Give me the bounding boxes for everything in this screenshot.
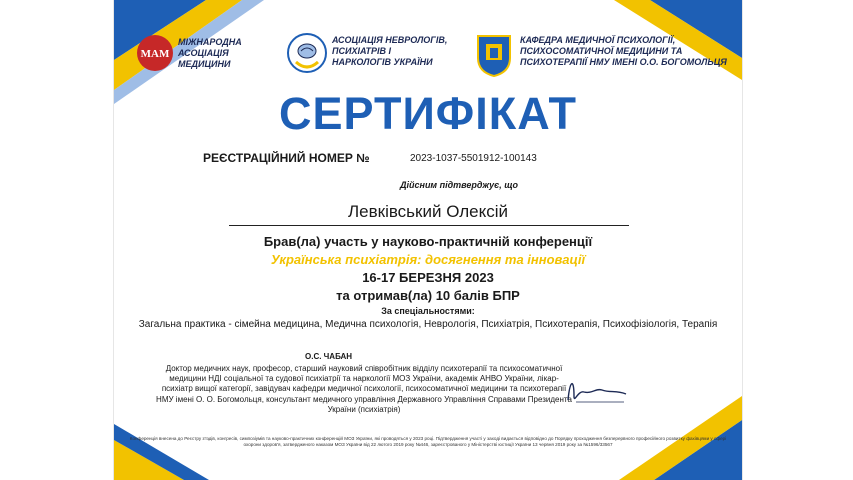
association-line: НАРКОЛОГІВ УКРАЇНИ [332, 57, 433, 67]
association-name [332, 35, 447, 68]
association-line: ПСИХІАТРІВ І [332, 46, 392, 56]
mam-line: МІЖНАРОДНА [178, 37, 242, 47]
signer-name: О.С. ЧАБАН [305, 352, 353, 361]
mam-line: АСОЦІАЦІЯ [178, 48, 229, 58]
mam-line: МЕДИЦИНИ [178, 59, 231, 69]
name-underline [229, 225, 629, 226]
conference-dates: 16-17 БЕРЕЗНЯ 2023 [362, 270, 494, 285]
mam-mark: MAM [140, 48, 170, 60]
legal-footnote: Конференція внесена до Реєстру з'їздів, конгресів, симпозіумів та науково-практичних конференцій МОЗ України, які проводяться у 2023 році. Підтвердження участі у заході видається відповідно до Порядку проходження безперервного професійного розвитку фахівцями у сфері охорони здоров'я, затвердженого наказом МОЗ України від 22 лютого 2019 року №446, зареєстрованого у Міністерстві юстиції України 13 червня 2019 року за №1596/33567 [129, 436, 727, 447]
certificate [113, 0, 743, 480]
signature-icon [562, 370, 632, 410]
registration-number: 2023-1037-5501912-100143 [410, 153, 537, 164]
confirms-text: Дійсним підтверджує, що [400, 180, 518, 190]
mam-logo-icon [136, 34, 174, 72]
department-name [520, 35, 727, 68]
registration-label: РЕЄСТРАЦІЙНИЙ НОМЕР № [203, 151, 370, 165]
signer-description: Доктор медичних наук, професор, старший науковий співробітник відділу психотерапії та психосоматичної медицини НДІ соціальної та судової психіатрії та наркології МОЗ України, академік АНВО України, лікар-психіатр вищої категорії, завідувач кафедри медичної психології, психосоматичної медицини та психотерапії НМУ імені О. О. Богомольця, консультант медичного управління Державного Управління Справами Президента України (психіатрія) [156, 364, 572, 414]
logo-row [114, 28, 742, 88]
mam-name [178, 37, 242, 70]
association-logo-icon [286, 32, 328, 74]
association-line: АСОЦІАЦІЯ НЕВРОЛОГІВ, [332, 35, 448, 45]
specialties-label: За спеціальностями: [381, 306, 475, 316]
participation-text: Брав(ла) участь у науково-практичній конференції [263, 234, 593, 249]
certificate-title: СЕРТИФІКАТ [279, 88, 577, 139]
department-line: ПСИХОСОМАТИЧНОЇ МЕДИЦИНИ ТА [520, 46, 683, 56]
department-line: ПСИХОТЕРАПІЇ НМУ ІМЕНІ О.О. БОГОМОЛЬЦЯ [520, 57, 727, 67]
university-crest-icon [474, 30, 514, 78]
points-awarded: та отримав(ла) 10 балів БПР [336, 288, 520, 303]
recipient-name: Левківський Олексій [347, 202, 508, 221]
department-line: КАФЕДРА МЕДИЧНОЇ ПСИХОЛОГІЇ, [520, 35, 676, 45]
conference-title: Українська психіатрія: досягнення та інновації [270, 252, 586, 267]
specialties-list: Загальна практика - сімейна медицина, Медична психологія, Неврологія, Психіатрія, Психотерапія, Психофізіологія, Терапія [138, 319, 718, 330]
